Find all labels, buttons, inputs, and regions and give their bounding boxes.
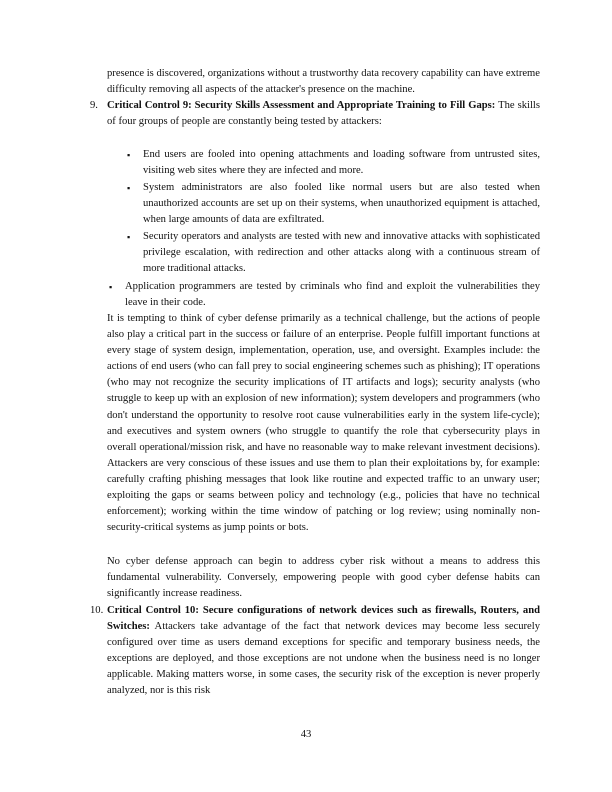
bullet-icon: ▪ [127,150,131,160]
bullet-item-system-administrators: System administrators are also fooled like normal users but are also tested when unauthorized accounts are set up on their systems, when unauthorized equipment is attached, when large amounts of data are exfiltrated. [143,182,540,226]
item-9-paragraph [107,98,540,130]
item-9-heading: Critical Control 9: Security Skills Assessment and Appropriate Training to Fill Gaps: [107,100,496,111]
item-10-number: 10. [90,605,104,616]
item-9-text: The skills of four groups of people are constantly being tested by attackers: [107,100,540,128]
bullet-icon: ▪ [127,232,131,242]
people-paragraph: It is tempting to think of cyber defense primarily as a technical challenge, but the actions of people also play a critical part in the success or failure of an enterprise. People fulfill important functions at every stage of system design, implementation, operation, use, and oversight. Examples include: the actions of end users (who can fall prey to social engineering schemes such as phishing); IT operations (who may not recognize the security implications of IT artifacts and logs); security analysts (who struggle to keep up with an explosion of new information); system developers and programmers (who don't understand the opportunity to resolve root cause vulnerabilities early in the system life-cycle); and executives and system owners (who struggle to quantify the role that cybersecurity plays in overall operational/mission risk, and have no reasonable way to make relevant investment decisions). Attackers are very conscious of these issues and use them to plan their exploitations by, for example: carefully crafting phishing messages that look like routine and expected traffic to an unwary user; exploiting the gaps or seams between policy and technology (e.g., policies that have no technical enforcement); working within the time window of patching or log review; using nominally non-security-critical systems as jump points or bots. [107,313,540,534]
bullet-icon: ▪ [109,282,113,292]
item-9-number: 9. [90,100,98,111]
bullet-item-security-operators: Security operators and analysts are tested with new and innovative attacks with sophisticated privilege escalation, with redirection and other attacks along with a continuous stream of more traditional attacks. [143,231,540,275]
item-10-paragraph [107,603,540,700]
item-10-heading: Critical Control 10: Secure configurations of network devices such as firewalls, Routers, and Switches: [107,605,540,633]
bullet-item-end-users: End users are fooled into opening attachments and loading software from untrusted sites, visiting web sites where they are infected and more. [143,149,540,177]
cyber-defense-paragraph: No cyber defense approach can begin to address cyber risk without a means to address this fundamental vulnerability. Conversely, empowering people with good cyber defense habits can significantly increase readiness. [107,556,540,600]
page-number: 43 [300,729,312,740]
item-10-text: Attackers take advantage of the fact that network devices may become less securely configured over time as users demand exceptions for specific and temporary business needs, the exceptions are deployed, and those exceptions are not undone when the business need is no longer applicable. Making matters worse, in some cases, the security risk of the exception is never properly analyzed, nor is this risk [107,621,540,697]
bullet-icon: ▪ [127,183,131,193]
intro-paragraph: presence is discovered, organizations without a trustworthy data recovery capability can have extreme difficulty removing all aspects of the attacker's presence on the machine. [107,68,540,96]
bullet-item-application-programmers: Application programmers are tested by criminals who find and exploit the vulnerabilities they leave in their code. [125,281,540,309]
